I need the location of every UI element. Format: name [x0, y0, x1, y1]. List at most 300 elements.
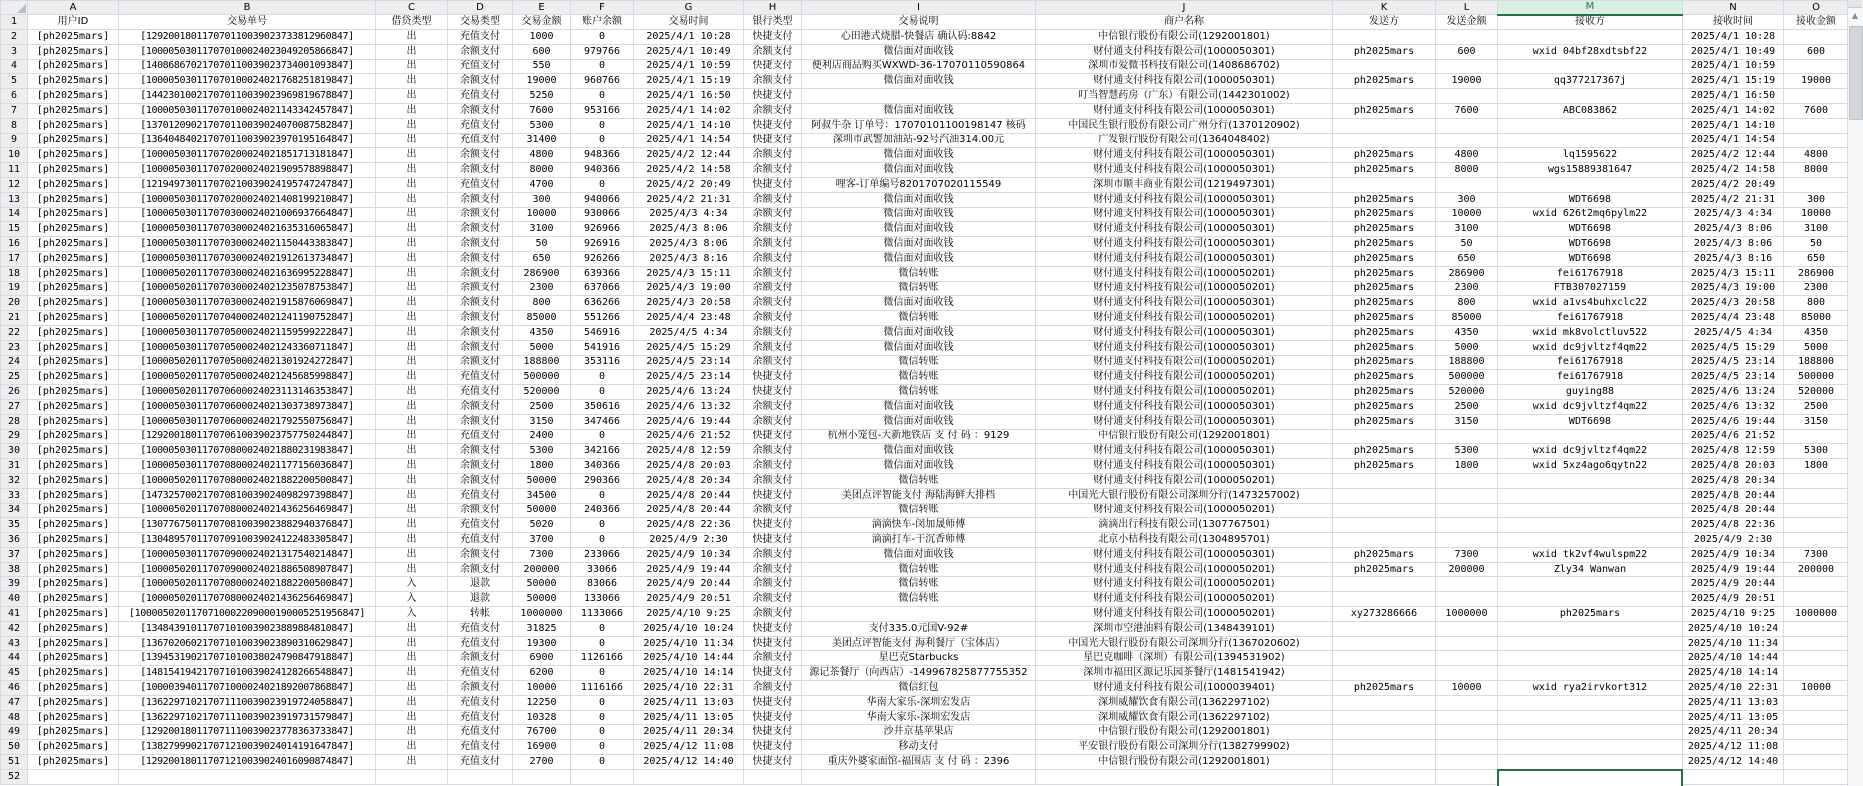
cell-I20[interactable]: 微信面对面收钱	[802, 296, 1036, 311]
cell-M12[interactable]	[1498, 177, 1683, 192]
cell-M33[interactable]	[1498, 488, 1683, 503]
cell-E45[interactable]: 6200	[513, 666, 571, 681]
cell-N14[interactable]: 2025/4/3 4:34	[1683, 207, 1784, 222]
cell-G15[interactable]: 2025/4/3 8:06	[634, 222, 744, 237]
cell-B3[interactable]: [100005030117070100024023049205866847]	[119, 44, 376, 59]
cell-D4[interactable]: 充值支付	[448, 59, 513, 74]
cell-N25[interactable]: 2025/4/5 23:14	[1683, 370, 1784, 385]
cell-F42[interactable]: 0	[571, 621, 634, 636]
cell-B12[interactable]: [121949730117070210039024195747247847]	[119, 177, 376, 192]
cell-K40[interactable]	[1333, 592, 1436, 607]
cell-B38[interactable]: [100005020117070900024021886508907847]	[119, 562, 376, 577]
cell-G38[interactable]: 2025/4/9 19:44	[634, 562, 744, 577]
cell-C3[interactable]: 出	[376, 44, 448, 59]
cell-F11[interactable]: 940366	[571, 163, 634, 178]
cell-C28[interactable]: 出	[376, 414, 448, 429]
cell-A36[interactable]: [ph2025mars]	[28, 533, 119, 548]
cell-N40[interactable]: 2025/4/9 20:51	[1683, 592, 1784, 607]
row-number-41[interactable]: 41	[1, 607, 28, 622]
cell-F21[interactable]: 551266	[571, 311, 634, 326]
cell-G24[interactable]: 2025/4/5 23:14	[634, 355, 744, 370]
cell-N30[interactable]: 2025/4/8 12:59	[1683, 444, 1784, 459]
cell-L43[interactable]	[1436, 636, 1498, 651]
cell-J15[interactable]: 财付通支付科技有限公司(1000050301)	[1036, 222, 1333, 237]
field-header-A[interactable]: 用户ID	[28, 15, 119, 30]
cell-B50[interactable]: [138279990217071210039024014191647847]	[119, 740, 376, 755]
cell-A39[interactable]: [ph2025mars]	[28, 577, 119, 592]
cell-I7[interactable]: 微信面对面收钱	[802, 103, 1036, 118]
cell-B17[interactable]: [100005030117070300024021912613734847]	[119, 251, 376, 266]
cell-F51[interactable]: 0	[571, 755, 634, 770]
cell-H51[interactable]: 快捷支付	[744, 755, 802, 770]
cell-A52[interactable]	[28, 769, 119, 784]
cell-A8[interactable]: [ph2025mars]	[28, 118, 119, 133]
cell-C46[interactable]: 出	[376, 681, 448, 696]
cell-D15[interactable]: 余额支付	[448, 222, 513, 237]
cell-A11[interactable]: [ph2025mars]	[28, 163, 119, 178]
cell-C45[interactable]: 出	[376, 666, 448, 681]
cell-A44[interactable]: [ph2025mars]	[28, 651, 119, 666]
cell-I10[interactable]: 微信面对面收钱	[802, 148, 1036, 163]
cell-H14[interactable]: 余额支付	[744, 207, 802, 222]
cell-M43[interactable]	[1498, 636, 1683, 651]
cell-E6[interactable]: 5250	[513, 89, 571, 104]
cell-M37[interactable]: wxid tk2vf4wulspm22	[1498, 547, 1683, 562]
cell-I28[interactable]: 微信面对面收钱	[802, 414, 1036, 429]
cell-F15[interactable]: 926966	[571, 222, 634, 237]
cell-C17[interactable]: 出	[376, 251, 448, 266]
cell-L21[interactable]: 85000	[1436, 311, 1498, 326]
cell-F49[interactable]: 0	[571, 725, 634, 740]
cell-L36[interactable]	[1436, 533, 1498, 548]
cell-E36[interactable]: 3700	[513, 533, 571, 548]
scroll-up-icon[interactable]: ▲	[1851, 11, 1859, 20]
cell-N12[interactable]: 2025/4/2 20:49	[1683, 177, 1784, 192]
cell-G5[interactable]: 2025/4/1 15:19	[634, 74, 744, 89]
scrollbar-thumb[interactable]	[1849, 26, 1863, 120]
cell-J35[interactable]: 滴滴出行科技有限公司(1307767501)	[1036, 518, 1333, 533]
cell-N50[interactable]: 2025/4/12 11:08	[1683, 740, 1784, 755]
row-number-42[interactable]: 42	[1, 621, 28, 636]
cell-D41[interactable]: 转帐	[448, 607, 513, 622]
cell-G3[interactable]: 2025/4/1 10:49	[634, 44, 744, 59]
cell-I48[interactable]: 华南大家乐-深圳宏发店	[802, 710, 1036, 725]
cell-L28[interactable]: 3150	[1436, 414, 1498, 429]
cell-B41[interactable]: [1000050201170710002209000190005251956847]	[119, 607, 376, 622]
cell-M10[interactable]: lq1595622	[1498, 148, 1683, 163]
cell-N39[interactable]: 2025/4/9 20:44	[1683, 577, 1784, 592]
cell-B13[interactable]: [100005030117070200024021408199210847]	[119, 192, 376, 207]
cell-N15[interactable]: 2025/4/3 8:06	[1683, 222, 1784, 237]
cell-E39[interactable]: 50000	[513, 577, 571, 592]
cell-C16[interactable]: 出	[376, 237, 448, 252]
cell-K25[interactable]: ph2025mars	[1333, 370, 1436, 385]
cell-B47[interactable]: [136229710217071110039023919724058847]	[119, 695, 376, 710]
cell-B9[interactable]: [136404840217070110039023970195164847]	[119, 133, 376, 148]
cell-L49[interactable]	[1436, 725, 1498, 740]
cell-H6[interactable]: 快捷支付	[744, 89, 802, 104]
cell-D30[interactable]: 余额支付	[448, 444, 513, 459]
cell-C8[interactable]: 出	[376, 118, 448, 133]
cell-L44[interactable]	[1436, 651, 1498, 666]
cell-G37[interactable]: 2025/4/9 10:34	[634, 547, 744, 562]
cell-M7[interactable]: ABC083862	[1498, 103, 1683, 118]
cell-F36[interactable]: 0	[571, 533, 634, 548]
cell-L9[interactable]	[1436, 133, 1498, 148]
cell-O48[interactable]	[1784, 710, 1849, 725]
cell-O44[interactable]	[1784, 651, 1849, 666]
cell-I31[interactable]: 微信面对面收钱	[802, 459, 1036, 474]
cell-M16[interactable]: WDT6698	[1498, 237, 1683, 252]
cell-J46[interactable]: 财付通支付科技有限公司(1000039401)	[1036, 681, 1333, 696]
cell-C10[interactable]: 出	[376, 148, 448, 163]
cell-L31[interactable]: 1800	[1436, 459, 1498, 474]
cell-E41[interactable]: 1000000	[513, 607, 571, 622]
cell-A25[interactable]: [ph2025mars]	[28, 370, 119, 385]
cell-M24[interactable]: fei61767918	[1498, 355, 1683, 370]
cell-E44[interactable]: 6900	[513, 651, 571, 666]
row-number-25[interactable]: 25	[1, 370, 28, 385]
cell-M9[interactable]	[1498, 133, 1683, 148]
cell-O11[interactable]: 8000	[1784, 163, 1849, 178]
cell-J44[interactable]: 星巴克咖啡（深圳）有限公司(1394531902)	[1036, 651, 1333, 666]
cell-O6[interactable]	[1784, 89, 1849, 104]
cell-O46[interactable]: 10000	[1784, 681, 1849, 696]
cell-E52[interactable]	[513, 769, 571, 784]
cell-D47[interactable]: 充值支付	[448, 695, 513, 710]
cell-J22[interactable]: 财付通支付科技有限公司(1000050301)	[1036, 325, 1333, 340]
cell-K32[interactable]	[1333, 473, 1436, 488]
cell-G7[interactable]: 2025/4/1 14:02	[634, 103, 744, 118]
cell-F52[interactable]	[571, 769, 634, 784]
cell-E38[interactable]: 200000	[513, 562, 571, 577]
row-number-2[interactable]: 2	[1, 30, 28, 45]
cell-K4[interactable]	[1333, 59, 1436, 74]
cell-I5[interactable]: 微信面对面收钱	[802, 74, 1036, 89]
cell-J20[interactable]: 财付通支付科技有限公司(1000050301)	[1036, 296, 1333, 311]
cell-A16[interactable]: [ph2025mars]	[28, 237, 119, 252]
cell-E2[interactable]: 1000	[513, 30, 571, 45]
cell-F29[interactable]: 0	[571, 429, 634, 444]
cell-J47[interactable]: 深圳威耀饮食有限公司(1362297102)	[1036, 695, 1333, 710]
cell-D43[interactable]: 充值支付	[448, 636, 513, 651]
cell-J23[interactable]: 财付通支付科技有限公司(1000050301)	[1036, 340, 1333, 355]
cell-G35[interactable]: 2025/4/8 22:36	[634, 518, 744, 533]
row-number-24[interactable]: 24	[1, 355, 28, 370]
cell-C30[interactable]: 出	[376, 444, 448, 459]
cell-H45[interactable]: 快捷支付	[744, 666, 802, 681]
row-number-18[interactable]: 18	[1, 266, 28, 281]
cell-I47[interactable]: 华南大家乐-深圳宏发店	[802, 695, 1036, 710]
cell-K41[interactable]: xy273286666	[1333, 607, 1436, 622]
cell-H52[interactable]	[744, 769, 802, 784]
cell-O31[interactable]: 1800	[1784, 459, 1849, 474]
cell-D12[interactable]: 充值支付	[448, 177, 513, 192]
cell-J11[interactable]: 财付通支付科技有限公司(1000050301)	[1036, 163, 1333, 178]
cell-A40[interactable]: [ph2025mars]	[28, 592, 119, 607]
cell-J25[interactable]: 财付通支付科技有限公司(1000050201)	[1036, 370, 1333, 385]
cell-H20[interactable]: 余额支付	[744, 296, 802, 311]
cell-C33[interactable]: 出	[376, 488, 448, 503]
cell-B21[interactable]: [100005020117070400024021241190752847]	[119, 311, 376, 326]
cell-I14[interactable]: 微信面对面收钱	[802, 207, 1036, 222]
cell-L4[interactable]	[1436, 59, 1498, 74]
cell-H40[interactable]: 余额支付	[744, 592, 802, 607]
field-header-L[interactable]: 发送金额	[1436, 15, 1498, 30]
cell-M29[interactable]	[1498, 429, 1683, 444]
cell-C47[interactable]: 出	[376, 695, 448, 710]
cell-K8[interactable]	[1333, 118, 1436, 133]
cell-D33[interactable]: 充值支付	[448, 488, 513, 503]
cell-A51[interactable]: [ph2025mars]	[28, 755, 119, 770]
cell-B11[interactable]: [100005030117070200024021909578898847]	[119, 163, 376, 178]
cell-E51[interactable]: 2700	[513, 755, 571, 770]
cell-I46[interactable]: 微信红包	[802, 681, 1036, 696]
cell-G12[interactable]: 2025/4/2 20:49	[634, 177, 744, 192]
cell-A42[interactable]: [ph2025mars]	[28, 621, 119, 636]
cell-M26[interactable]: guying88	[1498, 385, 1683, 400]
cell-L16[interactable]: 50	[1436, 237, 1498, 252]
cell-M34[interactable]	[1498, 503, 1683, 518]
cell-B28[interactable]: [100005030117070600024021792550756847]	[119, 414, 376, 429]
cell-J18[interactable]: 财付通支付科技有限公司(1000050201)	[1036, 266, 1333, 281]
cell-G10[interactable]: 2025/4/2 12:44	[634, 148, 744, 163]
cell-D28[interactable]: 余额支付	[448, 414, 513, 429]
cell-G30[interactable]: 2025/4/8 12:59	[634, 444, 744, 459]
cell-G8[interactable]: 2025/4/1 14:10	[634, 118, 744, 133]
cell-O47[interactable]	[1784, 695, 1849, 710]
cell-O33[interactable]	[1784, 488, 1849, 503]
cell-J41[interactable]: 财付通支付科技有限公司(1000050201)	[1036, 607, 1333, 622]
cell-M6[interactable]	[1498, 89, 1683, 104]
cell-O14[interactable]: 10000	[1784, 207, 1849, 222]
cell-C5[interactable]: 出	[376, 74, 448, 89]
cell-C26[interactable]: 出	[376, 385, 448, 400]
cell-I39[interactable]: 微信转账	[802, 577, 1036, 592]
cell-D45[interactable]: 充值支付	[448, 666, 513, 681]
row-number-46[interactable]: 46	[1, 681, 28, 696]
row-number-26[interactable]: 26	[1, 385, 28, 400]
cell-I16[interactable]: 微信面对面收钱	[802, 237, 1036, 252]
column-header-I[interactable]: I	[802, 1, 1036, 15]
cell-D42[interactable]: 充值支付	[448, 621, 513, 636]
cell-J14[interactable]: 财付通支付科技有限公司(1000050301)	[1036, 207, 1333, 222]
cell-K28[interactable]: ph2025mars	[1333, 414, 1436, 429]
cell-J31[interactable]: 财付通支付科技有限公司(1000050301)	[1036, 459, 1333, 474]
cell-H9[interactable]: 快捷支付	[744, 133, 802, 148]
cell-K33[interactable]	[1333, 488, 1436, 503]
cell-L40[interactable]	[1436, 592, 1498, 607]
cell-M46[interactable]: wxid rya2irvkort312	[1498, 681, 1683, 696]
row-number-34[interactable]: 34	[1, 503, 28, 518]
cell-A3[interactable]: [ph2025mars]	[28, 44, 119, 59]
cell-B23[interactable]: [100005030117070500024021243360711847]	[119, 340, 376, 355]
cell-M14[interactable]: wxid 626t2mq6pylm22	[1498, 207, 1683, 222]
cell-K36[interactable]	[1333, 533, 1436, 548]
cell-O49[interactable]	[1784, 725, 1849, 740]
cell-H39[interactable]: 余额支付	[744, 577, 802, 592]
cell-D23[interactable]: 余额支付	[448, 340, 513, 355]
cell-G19[interactable]: 2025/4/3 19:00	[634, 281, 744, 296]
cell-A34[interactable]: [ph2025mars]	[28, 503, 119, 518]
cell-F32[interactable]: 290366	[571, 473, 634, 488]
cell-O22[interactable]: 4350	[1784, 325, 1849, 340]
cell-F45[interactable]: 0	[571, 666, 634, 681]
cell-K43[interactable]	[1333, 636, 1436, 651]
cell-N45[interactable]: 2025/4/10 14:14	[1683, 666, 1784, 681]
cell-F22[interactable]: 546916	[571, 325, 634, 340]
cell-O41[interactable]: 1000000	[1784, 607, 1849, 622]
cell-O12[interactable]	[1784, 177, 1849, 192]
cell-I40[interactable]: 微信转账	[802, 592, 1036, 607]
cell-E31[interactable]: 1800	[513, 459, 571, 474]
cell-B27[interactable]: [100005030117070600024021303738973847]	[119, 399, 376, 414]
cell-M2[interactable]	[1498, 30, 1683, 45]
column-header-K[interactable]: K	[1333, 1, 1436, 15]
cell-O3[interactable]: 600	[1784, 44, 1849, 59]
cell-N2[interactable]: 2025/4/1 10:28	[1683, 30, 1784, 45]
cell-A9[interactable]: [ph2025mars]	[28, 133, 119, 148]
cell-F30[interactable]: 342166	[571, 444, 634, 459]
cell-K51[interactable]	[1333, 755, 1436, 770]
cell-O51[interactable]	[1784, 755, 1849, 770]
cell-B35[interactable]: [130776750117070810039023882940376847]	[119, 518, 376, 533]
cell-N19[interactable]: 2025/4/3 19:00	[1683, 281, 1784, 296]
row-number-19[interactable]: 19	[1, 281, 28, 296]
cell-O18[interactable]: 286900	[1784, 266, 1849, 281]
cell-O52[interactable]	[1784, 769, 1849, 784]
cell-A21[interactable]: [ph2025mars]	[28, 311, 119, 326]
row-number-14[interactable]: 14	[1, 207, 28, 222]
cell-A24[interactable]: [ph2025mars]	[28, 355, 119, 370]
field-header-G[interactable]: 交易时间	[634, 15, 744, 30]
cell-N51[interactable]: 2025/4/12 14:40	[1683, 755, 1784, 770]
cell-I6[interactable]	[802, 89, 1036, 104]
cell-K3[interactable]: ph2025mars	[1333, 44, 1436, 59]
cell-O17[interactable]: 650	[1784, 251, 1849, 266]
cell-O36[interactable]	[1784, 533, 1849, 548]
cell-A29[interactable]: [ph2025mars]	[28, 429, 119, 444]
field-header-B[interactable]: 交易单号	[119, 15, 376, 30]
cell-J24[interactable]: 财付通支付科技有限公司(1000050201)	[1036, 355, 1333, 370]
cell-J3[interactable]: 财付通支付科技有限公司(1000050301)	[1036, 44, 1333, 59]
cell-I51[interactable]: 重庆外婆家面馆-福围店 支 付 码 ：2396	[802, 755, 1036, 770]
cell-J10[interactable]: 财付通支付科技有限公司(1000050301)	[1036, 148, 1333, 163]
cell-O38[interactable]: 200000	[1784, 562, 1849, 577]
cell-F38[interactable]: 33066	[571, 562, 634, 577]
cell-N7[interactable]: 2025/4/1 14:02	[1683, 103, 1784, 118]
row-number-7[interactable]: 7	[1, 103, 28, 118]
cell-O40[interactable]	[1784, 592, 1849, 607]
cell-I49[interactable]: 沙井京基苹果店	[802, 725, 1036, 740]
cell-G52[interactable]	[634, 769, 744, 784]
cell-A17[interactable]: [ph2025mars]	[28, 251, 119, 266]
cell-E26[interactable]: 520000	[513, 385, 571, 400]
cell-G2[interactable]: 2025/4/1 10:28	[634, 30, 744, 45]
cell-A19[interactable]: [ph2025mars]	[28, 281, 119, 296]
row-number-50[interactable]: 50	[1, 740, 28, 755]
cell-A10[interactable]: [ph2025mars]	[28, 148, 119, 163]
cell-B22[interactable]: [100005030117070500024021159599222847]	[119, 325, 376, 340]
cell-K39[interactable]	[1333, 577, 1436, 592]
cell-C22[interactable]: 出	[376, 325, 448, 340]
column-header-F[interactable]: F	[571, 1, 634, 15]
cell-B48[interactable]: [136229710217071110039023919731579847]	[119, 710, 376, 725]
cell-C37[interactable]: 出	[376, 547, 448, 562]
cell-O28[interactable]: 3150	[1784, 414, 1849, 429]
cell-B7[interactable]: [100005030117070100024021143342457847]	[119, 103, 376, 118]
cell-K7[interactable]: ph2025mars	[1333, 103, 1436, 118]
cell-O16[interactable]: 50	[1784, 237, 1849, 252]
cell-A4[interactable]: [ph2025mars]	[28, 59, 119, 74]
cell-H34[interactable]: 余额支付	[744, 503, 802, 518]
row-number-40[interactable]: 40	[1, 592, 28, 607]
cell-E42[interactable]: 31825	[513, 621, 571, 636]
cell-G21[interactable]: 2025/4/4 23:48	[634, 311, 744, 326]
cell-G34[interactable]: 2025/4/8 20:44	[634, 503, 744, 518]
cell-C38[interactable]: 出	[376, 562, 448, 577]
cell-A33[interactable]: [ph2025mars]	[28, 488, 119, 503]
cell-B10[interactable]: [100005030117070200024021851713181847]	[119, 148, 376, 163]
cell-N10[interactable]: 2025/4/2 12:44	[1683, 148, 1784, 163]
cell-H38[interactable]: 余额支付	[744, 562, 802, 577]
row-number-10[interactable]: 10	[1, 148, 28, 163]
cell-L11[interactable]: 8000	[1436, 163, 1498, 178]
column-header-D[interactable]: D	[448, 1, 513, 15]
cell-G44[interactable]: 2025/4/10 14:44	[634, 651, 744, 666]
cell-K15[interactable]: ph2025mars	[1333, 222, 1436, 237]
cell-H19[interactable]: 余额支付	[744, 281, 802, 296]
column-header-L[interactable]: L	[1436, 1, 1498, 15]
row-number-13[interactable]: 13	[1, 192, 28, 207]
cell-H37[interactable]: 余额支付	[744, 547, 802, 562]
cell-N17[interactable]: 2025/4/3 8:16	[1683, 251, 1784, 266]
cell-I50[interactable]: 移动支付	[802, 740, 1036, 755]
cell-G46[interactable]: 2025/4/10 22:31	[634, 681, 744, 696]
cell-J51[interactable]: 中信银行股份有限公司(1292001801)	[1036, 755, 1333, 770]
row-number-36[interactable]: 36	[1, 533, 28, 548]
cell-L34[interactable]	[1436, 503, 1498, 518]
cell-C19[interactable]: 出	[376, 281, 448, 296]
cell-E19[interactable]: 2300	[513, 281, 571, 296]
cell-O50[interactable]	[1784, 740, 1849, 755]
cell-K19[interactable]: ph2025mars	[1333, 281, 1436, 296]
cell-O27[interactable]: 2500	[1784, 399, 1849, 414]
cell-M20[interactable]: wxid a1vs4buhxclc22	[1498, 296, 1683, 311]
cell-G36[interactable]: 2025/4/9 2:30	[634, 533, 744, 548]
cell-N29[interactable]: 2025/4/6 21:52	[1683, 429, 1784, 444]
cell-J32[interactable]: 财付通支付科技有限公司(1000050201)	[1036, 473, 1333, 488]
cell-G4[interactable]: 2025/4/1 10:59	[634, 59, 744, 74]
cell-E20[interactable]: 800	[513, 296, 571, 311]
row-number-1[interactable]: 1	[1, 15, 28, 30]
cell-A7[interactable]: [ph2025mars]	[28, 103, 119, 118]
cell-C41[interactable]: 入	[376, 607, 448, 622]
cell-N9[interactable]: 2025/4/1 14:54	[1683, 133, 1784, 148]
cell-A5[interactable]: [ph2025mars]	[28, 74, 119, 89]
field-header-E[interactable]: 交易金额	[513, 15, 571, 30]
row-number-12[interactable]: 12	[1, 177, 28, 192]
row-number-37[interactable]: 37	[1, 547, 28, 562]
cell-B45[interactable]: [148154194217071010039024128266548847]	[119, 666, 376, 681]
row-number-4[interactable]: 4	[1, 59, 28, 74]
cell-G9[interactable]: 2025/4/1 14:54	[634, 133, 744, 148]
cell-L33[interactable]	[1436, 488, 1498, 503]
cell-G16[interactable]: 2025/4/3 8:06	[634, 237, 744, 252]
cell-O26[interactable]: 520000	[1784, 385, 1849, 400]
cell-A43[interactable]: [ph2025mars]	[28, 636, 119, 651]
cell-M40[interactable]	[1498, 592, 1683, 607]
